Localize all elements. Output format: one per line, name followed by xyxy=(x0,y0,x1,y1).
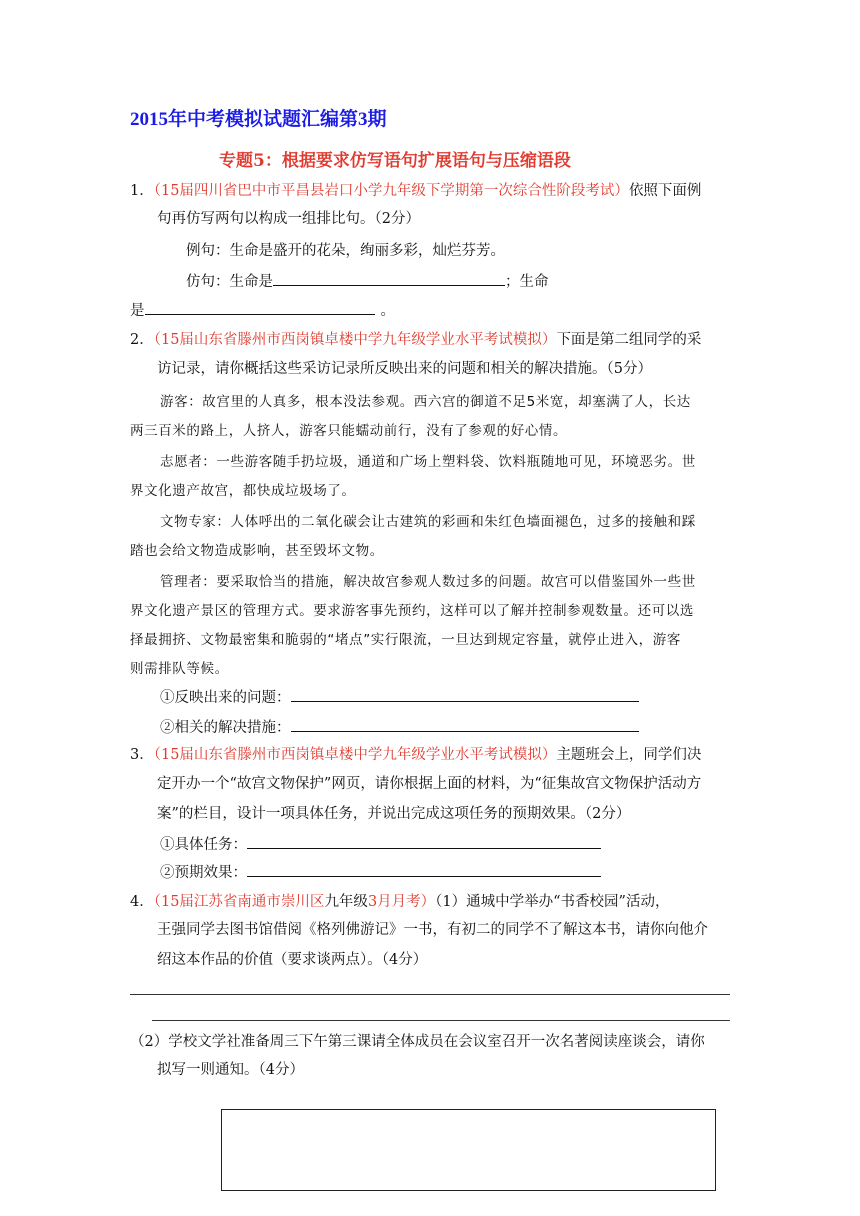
q3-answer-1-blank[interactable] xyxy=(247,834,601,849)
q4-part2-line-2: 拟写一则通知。（4分） xyxy=(157,1062,304,1078)
q1-imitate-sep: ；生命 xyxy=(505,274,549,290)
q2-prompt-a: 下面是第二组同学的采 xyxy=(556,332,702,348)
q1-prompt-a: 依照下面例 xyxy=(628,183,702,199)
q3-answer-1-label: ①具体任务： xyxy=(160,837,247,853)
q2-manager-line-4: 则需排队等候。 xyxy=(130,661,229,677)
q2-prompt-b: 访记录，请你概括这些采访记录所反映出来的问题和相关的解决措施。（5分） xyxy=(157,361,652,377)
q3-number: 3． xyxy=(130,747,154,763)
q4-answer-line-1[interactable] xyxy=(130,994,730,995)
q3-prompt-c: 案”的栏目，设计一项具体任务，并说出完成这项任务的预期效果。（2分） xyxy=(157,806,631,822)
q1-prompt-b: 句再仿写两句以构成一组排比句。（2分） xyxy=(157,211,420,227)
q2-volunteer-line-1: 志愿者：一些游客随手扔垃圾，通道和广场上塑料袋、饮料瓶随地可见，环境恶劣。世 xyxy=(160,454,696,470)
q3-prompt-a: 主题班会上，同学们决 xyxy=(556,747,702,763)
q4-prompt-b: 王强同学去图书馆借阅《格列佛游记》一书，有初二的同学不了解这本书，请你向他介 xyxy=(157,922,708,938)
q1-imitate-line-2 xyxy=(130,300,395,321)
q2-answer-1-blank[interactable] xyxy=(291,687,639,702)
q1-answer-blank-1[interactable] xyxy=(273,271,505,286)
q3-answer-2-label: ②预期效果： xyxy=(160,865,247,881)
q2-source: （15届山东省滕州市西岗镇卓楼中学九年级学业水平考试模拟） xyxy=(153,332,557,348)
q1-example: 例句：生命是盛开的花朵，绚丽多彩，灿烂芬芳。 xyxy=(186,243,505,259)
q2-manager-line-3: 择最拥挤、文物最密集和脆弱的“堵点”实行限流，一旦达到规定容量，就停止进入，游客 xyxy=(130,632,681,648)
q2-answer-2-blank[interactable] xyxy=(291,717,639,732)
q4-number: 4． xyxy=(130,894,154,910)
q4-prompt-a: （1）通城中学举办“书香校园”活动， xyxy=(435,894,670,910)
q1-imitate-label: 仿句：生命是 xyxy=(186,274,273,290)
q1-imitate-end: 。 xyxy=(380,303,395,319)
q1-source: （15届四川省巴中市平昌县岩口小学九年级下学期第一次综合性阶段考试） xyxy=(153,183,629,199)
q4-prompt-c: 绍这本作品的价值（要求谈两点）。（4分） xyxy=(157,952,428,968)
collection-title: 2015年中考模拟试题汇编第3期 xyxy=(130,109,387,130)
q3-line1 xyxy=(130,745,701,765)
q3-answer-2 xyxy=(160,862,601,883)
q2-answer-2-label: ②相关的解决措施： xyxy=(160,720,291,736)
q4-line1 xyxy=(130,892,669,912)
q2-expert-line-2: 踏也会给文物造成影响，甚至毁坏文物。 xyxy=(130,543,384,559)
q3-answer-1 xyxy=(160,834,601,855)
q1-imitate-b: 是 xyxy=(130,303,145,319)
q2-line1 xyxy=(130,330,701,350)
q2-answer-1-label: ①反映出来的问题： xyxy=(160,690,291,706)
q1-line1 xyxy=(130,181,701,201)
q2-manager-line-1: 管理者：要采取恰当的措施，解决故宫参观人数过多的问题。故宫可以借鉴国外一些世 xyxy=(160,574,696,590)
q2-answer-1 xyxy=(160,687,639,708)
q2-expert-line-1: 文物专家：人体呼出的二氧化碳会让古建筑的彩画和朱红色墙面褪色，过多的接触和踩 xyxy=(160,514,696,530)
q3-prompt-b: 定开办一个“故宫文物保护”网页，请你根据上面的材料，为“征集故宫文物保护活动方 xyxy=(157,776,702,792)
q3-answer-2-blank[interactable] xyxy=(247,862,601,877)
q4-answer-line-2[interactable] xyxy=(152,1020,730,1021)
q3-source: （15届山东省滕州市西岗镇卓楼中学九年级学业水平考试模拟） xyxy=(153,747,557,763)
q4-source-b: 九年级 xyxy=(324,894,368,910)
q1-imitate-line xyxy=(186,271,549,292)
q2-manager-line-2: 界文化遗产景区的管理方式。要求游客事先预约，这样可以了解并控制参观数量。还可以选 xyxy=(130,603,694,619)
q4-source-d: ） xyxy=(420,894,436,910)
notice-writing-box[interactable] xyxy=(221,1109,716,1191)
q2-tourist-line-1: 游客：故宫里的人真多，根本没法参观。西六宫的御道不足5米宽，却塞满了人，长达 xyxy=(160,394,691,410)
q4-source-c: 3月月考 xyxy=(367,894,421,910)
q2-answer-2 xyxy=(160,717,639,738)
topic-title: 专题5：根据要求仿写语句扩展语句与压缩语段 xyxy=(219,151,571,171)
q1-number: 1． xyxy=(130,183,154,199)
q2-number: 2． xyxy=(130,332,154,348)
q1-answer-blank-2[interactable] xyxy=(145,300,375,315)
q4-part2-line-1: （2）学校文学社准备周三下午第三课请全体成员在会议室召开一次名著阅读座谈会，请你 xyxy=(130,1034,705,1050)
q2-volunteer-line-2: 界文化遗产故宫，都快成垃圾场了。 xyxy=(130,483,356,499)
q2-tourist-line-2: 两三百米的路上，人挤人，游客只能蠕动前行，没有了参观的好心情。 xyxy=(130,423,568,439)
q4-source-a: （15届江苏省南通市崇川区 xyxy=(153,894,325,910)
